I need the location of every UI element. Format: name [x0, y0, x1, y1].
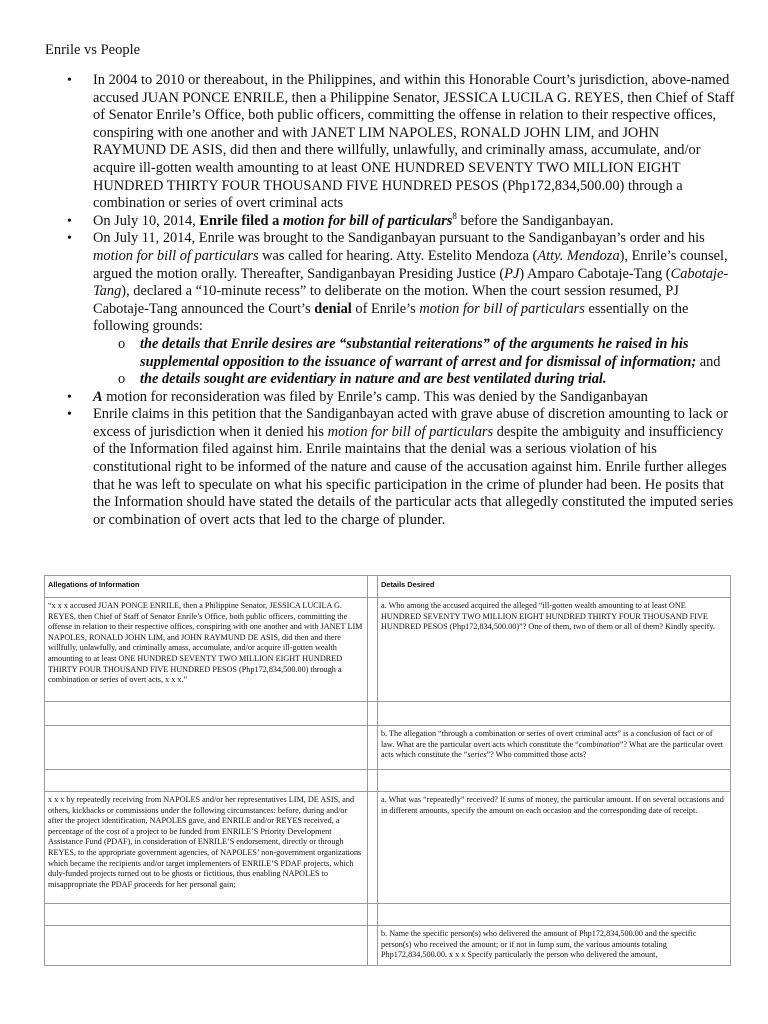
- text-italic: motion for bill of particulars: [419, 300, 585, 317]
- text-italic: motion for bill of particulars: [93, 247, 259, 264]
- document-title: Enrile vs People: [45, 42, 141, 58]
- column-gap: [368, 598, 378, 702]
- detail-cell: [378, 726, 731, 770]
- text-italic: PJ: [504, 265, 520, 282]
- footnote-marker: 8: [452, 210, 457, 221]
- bullet-list: [45, 72, 735, 529]
- allegation-cell: x x x by repeatedly receiving from NAPOLES and/or her representatives LIM, DE ASIS, and others, kickbacks or commissions under the following circumstances: before, during and/or after the project identification, NAPOLES gave, and ENRILE and/or REYES received, a percentage of the cost of a project to be funded from ENRILE’S Priority Development Assistance Fund (PDAF), in consideration of ENRILE’S endorsement, directly or through REYES, to the appropriate government agencies, of NAPOLES’ non-government organizations which became the recipients and/or target implementers of ENRILE’S PDAF projects, which duly-funded projects turned out to be ghosts or fictitious, thus enabling NAPOLES to misappropriate the PDAF proceeds for her personal gain;: [45, 792, 368, 904]
- table-row: [45, 726, 731, 770]
- text-bold-italic: motion for bill of particulars: [282, 212, 453, 229]
- column-gap: [368, 726, 378, 770]
- text-segment: before the Sandiganbayan.: [456, 212, 614, 229]
- table-row: [45, 770, 731, 792]
- table-row: [45, 702, 731, 726]
- bullet-motion-filed: [45, 210, 735, 231]
- allegation-cell: [45, 770, 368, 792]
- bullet-hearing: [45, 230, 735, 388]
- table-row: [45, 904, 731, 926]
- text-segment: ), declared a “10-minute recess” to deliberate on the motion. When the court session resumed, PJ Cabotaje-Tang announced the Court’s: [93, 283, 679, 317]
- text-segment: was called for hearing. Atty. Estelito Mendoza (: [258, 247, 538, 264]
- header-details: Details Desired: [378, 576, 731, 598]
- text-bold: denial: [314, 300, 352, 317]
- text-segment: On July 10, 2014,: [93, 212, 200, 229]
- column-gap: [368, 576, 378, 598]
- column-gap: [368, 926, 378, 966]
- bullet-information: [45, 72, 735, 213]
- text-segment: essentially on the following grounds:: [93, 300, 689, 335]
- allegation-cell: [45, 904, 368, 926]
- text-italic: Cabotaje-Tang: [93, 265, 729, 300]
- text-segment: On July 11, 2014, Enrile was brought to the Sandiganbayan pursuant to the Sandiganbayan’s order and his: [93, 230, 705, 247]
- text-segment: despite the ambiguity and insufficiency of the Information filed against him. Enrile maintains that the denial was a serious violation of his constitutional right to be informed of the nature and cause of the accusation against him. Enrile further alleges that he was left to speculate on what his specific participation in the crime of plunder had been. He posits that the Information should have stated the details of the particular acts that allegedly constituted the imputed series or combination of overt acts that led to the charge of plunder.: [93, 423, 734, 528]
- table-row: [45, 792, 731, 904]
- allegation-cell: [45, 702, 368, 726]
- detail-cell: b. Name the specific person(s) who delivered the amount of Php172,834,500.00 and the specific person(s) who received the amount; or if not in lump sum, the various amounts totaling Php172,834,500.00. x x x Specify particularly the person who delivered the amount,: [378, 926, 731, 966]
- text-segment: and: [696, 353, 721, 370]
- text-segment: b. The allegation “through a combination or series of overt criminal acts” is a conclusion of fact or of law. What are the particular overt acts which constitute the “: [381, 729, 713, 749]
- text-segment: ”? Who committed those acts?: [486, 750, 587, 760]
- header-allegations: Allegations of Information: [45, 576, 368, 598]
- text-bold-italic: A: [93, 388, 103, 405]
- text-italic: motion for bill of particulars: [327, 423, 494, 440]
- detail-cell: [378, 904, 731, 926]
- column-gap: [368, 770, 378, 792]
- text-segment: motion for reconsideration was filed by Enrile’s camp. This was denied by the Sandiganbayan: [102, 388, 648, 405]
- text-bold: Enrile filed a: [199, 212, 283, 229]
- grounds-list: [93, 336, 735, 389]
- text-italic: combination: [578, 739, 620, 749]
- bullet-reconsideration: [45, 389, 735, 407]
- table-row: [45, 926, 731, 966]
- ground-item: [93, 371, 735, 389]
- text-segment: of Enrile’s: [351, 300, 420, 317]
- column-gap: [368, 904, 378, 926]
- bullet-information-text: In 2004 to 2010 or thereabout, in the Philippines, and within this Honorable Court’s jurisdiction, above-named accused JUAN PONCE ENRILE, then a Philippine Senator, JESSICA LUCILA G. REYES, then Chief of Staff of Senator Enrile’s Office, both public officers, committing the offense in relation to their respective offices, conspiring with one another and with JANET LIM NAPOLES, RONALD JOHN LIM, and JOHN RAYMUND DE ASIS, did then and there willfully, unlawfully, and criminally amass, accumulate, and/or acquire ill-gotten wealth amounting to at least ONE HUNDRED SEVENTY TWO MILLION EIGHT HUNDRED THIRTY FOUR THOUSAND FIVE HUNDRED PESOS (Php172,834,500.00) through a combination or series of overt criminal acts: [93, 72, 735, 212]
- bullet-petition: [45, 406, 735, 529]
- ground-item: [93, 336, 735, 371]
- text-segment: ), Enrile’s counsel, argued the motion orally. Thereafter, Sandiganbayan Presiding Justice (: [93, 247, 728, 282]
- text-italic: Atty. Mendoza: [537, 247, 620, 264]
- text-italic: series: [467, 750, 487, 760]
- detail-cell: [378, 702, 731, 726]
- column-gap: [368, 702, 378, 726]
- allegations-table: [44, 575, 731, 966]
- detail-cell: [378, 770, 731, 792]
- allegation-cell: [45, 926, 368, 966]
- table-header-row: [45, 576, 731, 598]
- detail-cell: a. What was “repeatedly” received? If sums of money, the particular amount. If on several occasions and in different amounts, specify the amount on each occasion and the corresponding date of receipt.: [378, 792, 731, 904]
- text-segment: ) Amparo Cabotaje-Tang (: [519, 265, 671, 282]
- text-segment: ”? What are the particular overt acts which constitute the “: [381, 739, 724, 760]
- ground-text: the details sought are evidentiary in nature and are best ventilated during trial.: [140, 371, 607, 388]
- allegation-cell: [45, 726, 368, 770]
- allegation-cell: “x x x accused JUAN PONCE ENRILE, then a Philippine Senator, JESSICA LUCILA G. REYES, then Chief of Staff of Senator Enrile’s Office, both public officers, committing the offense in relation to their respective offices, conspiring with one another and with JANET LIM NAPOLES, RONALD JOHN LIM, and JOHN RAYMUND DE ASIS, did then and there willfully, unlawfully, and criminally amass, accumulate, and/or acquire ill-gotten wealth amounting to at least ONE HUNDRED SEVENTY TWO MILLION EIGHT HUNDRED THIRTY FOUR THOUSAND FIVE HUNDRED PESOS (Php172,834,500.00) through a combination or series of overt acts, x x x.”: [45, 598, 368, 702]
- detail-cell: a. Who among the accused acquired the alleged “ill-gotten wealth amounting to at least ONE HUNDRED SEVENTY TWO MILLION EIGHT HUNDRED THIRTY FOUR THOUSAND FIVE HUNDRED PESOS (Php172,834,500.00)”? One of them, two of them or all of them? Kindly specify.: [378, 598, 731, 702]
- text-segment: Enrile claims in this petition that the Sandiganbayan acted with grave abuse of discretion amounting to lack or excess of jurisdiction when it denied his: [93, 406, 729, 440]
- column-gap: [368, 792, 378, 904]
- table-row: [45, 598, 731, 702]
- ground-text: the details that Enrile desires are “substantial reiterations” of the arguments he raised in his supplemental opposition to the issuance of warrant of arrest and for dismissal of information;: [140, 335, 697, 370]
